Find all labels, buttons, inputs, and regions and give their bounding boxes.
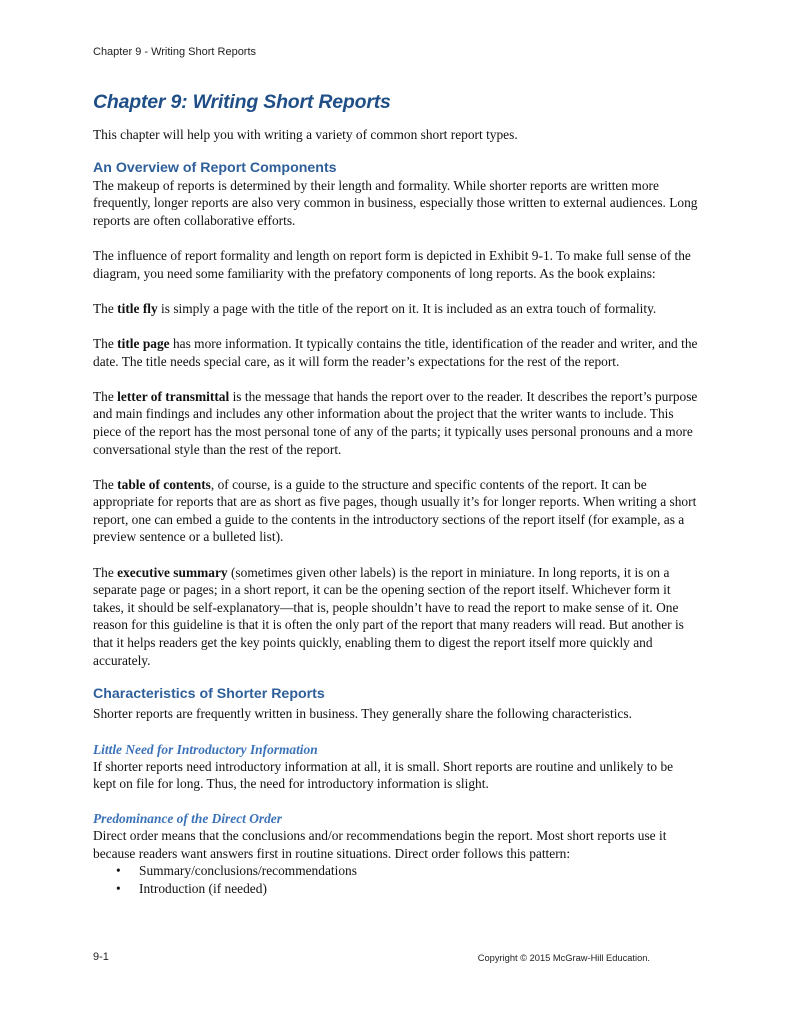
overview-paragraph-2: The influence of report formality and length on report form is depicted in Exhibit 9-1. To make full sense of the diagram, you need some familiarity with the prefatory components of long reports. As the book explains: (93, 247, 691, 281)
characteristics-intro: Shorter reports are frequently written in business. They generally share the following characteristics. (93, 706, 632, 722)
term-executive-summary: executive summary (117, 564, 228, 580)
direct-order-bullet-list (93, 862, 699, 897)
term-table-of-contents: table of contents (117, 476, 211, 492)
list-item: • Introduction (if needed) (116, 880, 267, 896)
table-of-contents-paragraph: The table of contents, of course, is a guide to the structure and specific contents of the report. It can be appropriate for reports that are as short as five pages, though usually it’s for longer reports. When writing a short report, one can embed a guide to the contents in the introductory sections of the report itself (for example, as a preview sentence or a bulleted list). (93, 476, 697, 545)
intro-paragraph: This chapter will help you with writing a variety of common short report types. (93, 127, 518, 142)
overview-paragraph-1: The makeup of reports is determined by their length and formality. While shorter reports are written more frequently, longer reports are also very common in business, especially those written to external audiences. Long reports are often collaborative efforts. (93, 177, 698, 228)
term-title-page: title page (117, 335, 170, 351)
running-header: Chapter 9 - Writing Short Reports (93, 46, 257, 58)
page-number: 9-1 (93, 951, 109, 963)
title-fly-paragraph: The title fly is simply a page with the title of the report on it. It is included as an extra touch of formality. (93, 300, 657, 316)
term-title-fly: title fly (117, 300, 158, 316)
copyright-notice: Copyright © 2015 McGraw-Hill Education. (477, 953, 650, 963)
section-heading-characteristics: Characteristics of Shorter Reports (93, 686, 325, 703)
title-page-paragraph: The title page has more information. It typically contains the title, identification of the reader and writer, and the date. The title needs special care, as it will form the reader’s expectations for the rest of the report. (93, 335, 698, 369)
section-heading-overview: An Overview of Report Components (93, 159, 337, 176)
subheading-direct-order: Predominance of the Direct Order (93, 811, 282, 826)
direct-order-paragraph: Direct order means that the conclusions and/or recommendations begin the report. Most short reports use it because readers want answers first in routine situations. Direct order follows this pattern: (93, 828, 667, 861)
letter-of-transmittal-paragraph: The letter of transmittal is the message that hands the report over to the reader. It describes the report’s purpose and main findings and includes any other information about the project that the writer wants to include. This piece of the report has the most personal tone of any of the parts; it typically uses personal pronouns and a more conversational style than the rest of the report. (93, 388, 698, 457)
introductory-information-paragraph: If shorter reports need introductory information at all, it is small. Short reports are routine and unlikely to be kept on file for long. Thus, the need for introductory information is slight. (93, 758, 674, 792)
chapter-title: Chapter 9: Writing Short Reports (93, 91, 391, 113)
body-content (93, 126, 699, 897)
bullet-icon: • (116, 863, 121, 879)
executive-summary-paragraph: The executive summary (sometimes given other labels) is the report in miniature. In long reports, it is on a separate page or pages; in a short report, it can be the opening section of the report itself. Whichever form it takes, it should be self-explanatory—that is, people shouldn’t have to read the report to make sense of it. One reason for this guideline is that it is often the only part of the report that many readers will read. But another is that it helps readers get the key points quickly, enabling them to digest the report itself more quickly and accurately. (93, 564, 684, 668)
list-item: • Summary/conclusions/recommendations (116, 863, 357, 879)
subheading-introductory-information: Little Need for Introductory Information (93, 741, 318, 757)
bullet-icon: • (116, 880, 121, 896)
term-letter-of-transmittal: letter of transmittal (117, 388, 230, 404)
